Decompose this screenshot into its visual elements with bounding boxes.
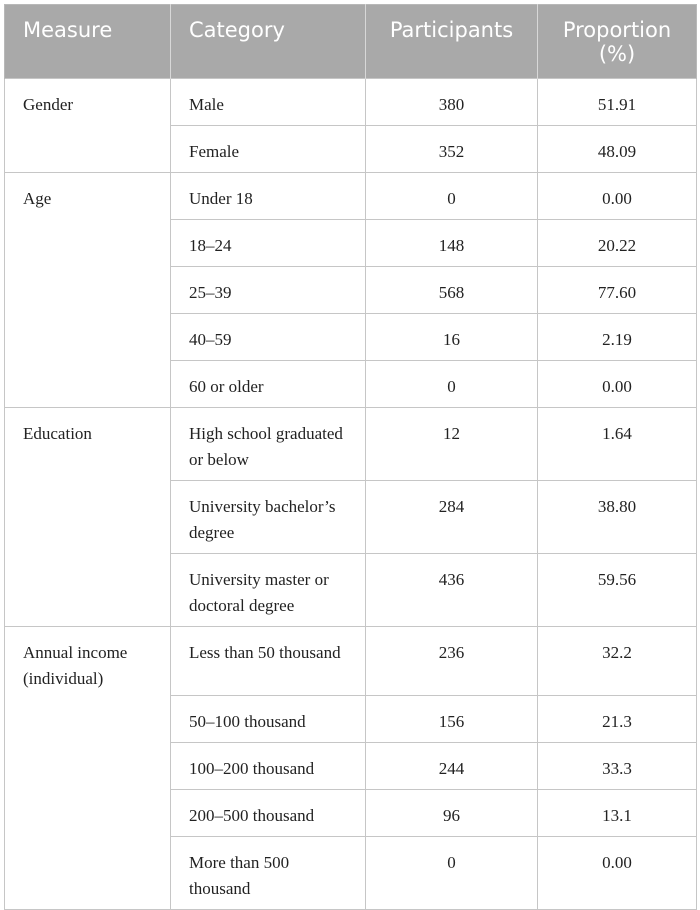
measure-cell: Education — [5, 408, 171, 627]
demographics-table — [4, 4, 697, 910]
category-cell: 18–24 — [171, 220, 366, 267]
participants-cell: 96 — [366, 790, 538, 837]
header-proportion: Proportion (%) — [538, 5, 697, 79]
participants-cell: 0 — [366, 837, 538, 910]
category-cell: Female — [171, 126, 366, 173]
participants-cell: 284 — [366, 481, 538, 554]
category-cell: High school graduated or below — [171, 408, 366, 481]
proportion-cell: 2.19 — [538, 314, 697, 361]
category-cell: 200–500 thousand — [171, 790, 366, 837]
category-cell: 25–39 — [171, 267, 366, 314]
proportion-cell: 0.00 — [538, 361, 697, 408]
proportion-cell: 0.00 — [538, 837, 697, 910]
proportion-cell: 77.60 — [538, 267, 697, 314]
category-cell: University bachelor’s degree — [171, 481, 366, 554]
participants-cell: 156 — [366, 696, 538, 743]
table-header — [5, 5, 697, 79]
proportion-cell: 51.91 — [538, 79, 697, 126]
participants-cell: 12 — [366, 408, 538, 481]
category-cell: Under 18 — [171, 173, 366, 220]
measure-cell: Gender — [5, 79, 171, 173]
participants-cell: 380 — [366, 79, 538, 126]
table-row — [5, 408, 697, 481]
proportion-cell: 0.00 — [538, 173, 697, 220]
proportion-cell: 32.2 — [538, 627, 697, 696]
participants-cell: 148 — [366, 220, 538, 267]
proportion-cell: 21.3 — [538, 696, 697, 743]
proportion-cell: 20.22 — [538, 220, 697, 267]
category-cell: University master or doctoral degree — [171, 554, 366, 627]
header-category: Category — [171, 5, 366, 79]
category-cell: More than 500 thousand — [171, 837, 366, 910]
category-cell: 100–200 thousand — [171, 743, 366, 790]
proportion-cell: 59.56 — [538, 554, 697, 627]
header-row — [5, 5, 697, 79]
proportion-cell: 48.09 — [538, 126, 697, 173]
table-row — [5, 173, 697, 220]
measure-cell: Age — [5, 173, 171, 408]
category-cell: Less than 50 thousand — [171, 627, 366, 696]
proportion-cell: 13.1 — [538, 790, 697, 837]
participants-cell: 568 — [366, 267, 538, 314]
table-row — [5, 627, 697, 696]
category-cell: 40–59 — [171, 314, 366, 361]
table-row — [5, 79, 697, 126]
participants-cell: 236 — [366, 627, 538, 696]
header-participants: Participants — [366, 5, 538, 79]
category-cell: 60 or older — [171, 361, 366, 408]
participants-cell: 352 — [366, 126, 538, 173]
proportion-cell: 1.64 — [538, 408, 697, 481]
category-cell: 50–100 thousand — [171, 696, 366, 743]
participants-cell: 16 — [366, 314, 538, 361]
proportion-cell: 38.80 — [538, 481, 697, 554]
table-body — [5, 79, 697, 910]
header-measure: Measure — [5, 5, 171, 79]
proportion-cell: 33.3 — [538, 743, 697, 790]
participants-cell: 0 — [366, 173, 538, 220]
participants-cell: 0 — [366, 361, 538, 408]
category-cell: Male — [171, 79, 366, 126]
participants-cell: 244 — [366, 743, 538, 790]
measure-cell: Annual income (individual) — [5, 627, 171, 910]
participants-cell: 436 — [366, 554, 538, 627]
